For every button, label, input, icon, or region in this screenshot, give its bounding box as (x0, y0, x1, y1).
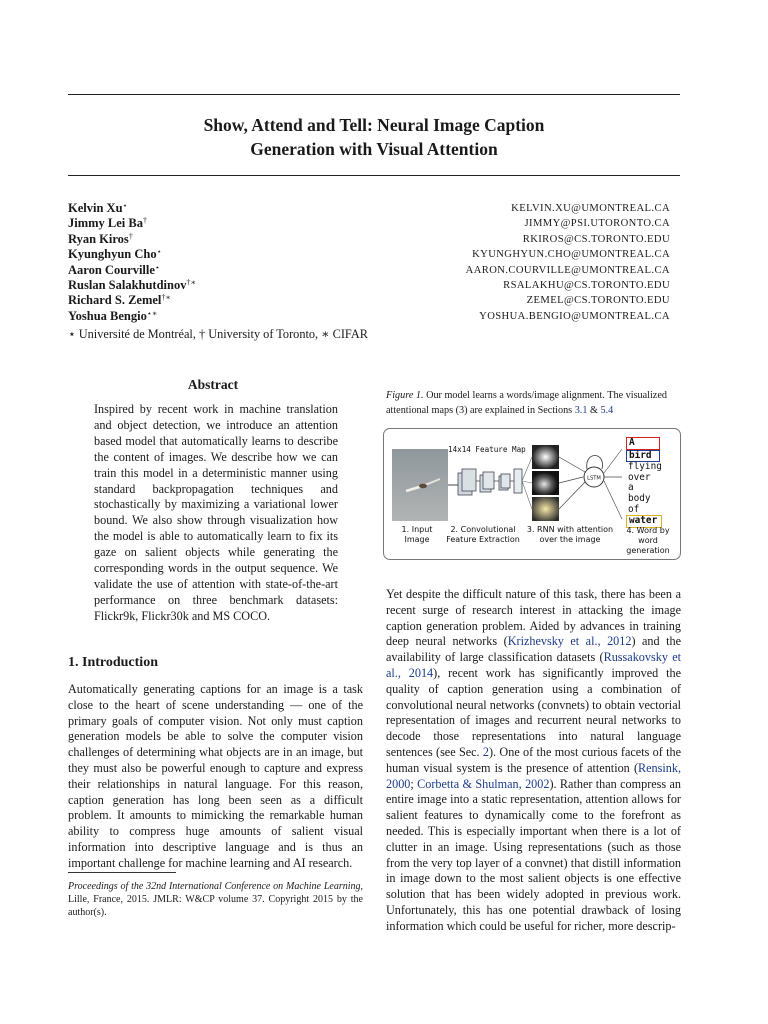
figure-caption-amp: & (589, 404, 598, 416)
convolutional-feature-stack (458, 469, 522, 495)
figure-caption-label: Figure 1. (386, 390, 424, 401)
footnote-rule (68, 872, 176, 873)
title-line-2: Generation with Visual Attention (250, 139, 498, 159)
input-image (392, 449, 448, 521)
step-1-label: 1. Input Image (401, 525, 433, 544)
footnote-rest: , Lille, France, 2015. JMLR: W&CP volume 37. Copyright 2015 by the author(s). (68, 881, 363, 918)
author-names (68, 201, 196, 324)
caption-word: bird (626, 450, 660, 463)
author-email[interactable]: YOSHUA.BENGIO@UMONTREAL.CA (479, 310, 670, 322)
section-ref-link[interactable]: 3.1 (574, 404, 588, 416)
introduction-heading: 1. Introduction (68, 655, 158, 670)
author-email[interactable]: ZEMEL@CS.TORONTO.EDU (526, 295, 670, 307)
lstm-label: LSTM (587, 475, 601, 482)
introduction-text: Automatically generating captions for an image is a task close to the heart of scene understanding — one of the primary goals of computer vision. Not only must caption generation models be able to solve the computer vision challenges of determining what objects are in an image, but they must also be powerful enough to capture and express their relationships in natural language. For this reason, caption generation has long been seen as a difficult problem. It amounts to mimicking the remarkable human ability to compress huge amounts of salient visual information into descriptive language and is thus an important challenge for machine learning and AI research. (68, 682, 363, 870)
figure-1-diagram (383, 428, 681, 560)
step-3-label: 3. RNN with attention over the image (526, 525, 614, 544)
author-email[interactable]: JIMMY@PSI.UTORONTO.CA (524, 218, 670, 230)
affiliations: ⋆ Université de Montréal, † University of Toronto, ∗ CIFAR (68, 327, 368, 341)
author-name: Kelvin Xu⋆ (68, 201, 128, 215)
step-4-label: 4. Word by word generation (626, 526, 670, 555)
section-ref-link[interactable]: 2 (482, 744, 489, 759)
author-email[interactable]: RKIROS@CS.TORONTO.EDU (522, 233, 670, 245)
title-line-1: Show, Attend and Tell: Neural Image Caption (203, 115, 545, 135)
abstract-heading: Abstract (187, 377, 239, 392)
author-name: Ruslan Salakhutdinov†∗ (68, 278, 196, 293)
author-name: Kyunghyun Cho⋆ (68, 247, 162, 262)
title-bottom-rule (68, 175, 680, 176)
author-name: Ryan Kiros† (68, 231, 133, 246)
caption-word: water (626, 515, 662, 528)
caption-word: A (626, 437, 660, 450)
proceedings-footnote (68, 880, 363, 919)
feature-map-label: 14x14 Feature Map (448, 445, 526, 454)
generated-caption-words (626, 437, 664, 528)
author-name: Richard S. Zemel†∗ (68, 293, 171, 308)
author-email[interactable]: AARON.COURVILLE@UMONTREAL.CA (465, 264, 670, 276)
footnote-venue: Proceedings of the 32nd International Conference on Machine Learning (68, 881, 361, 892)
attention-maps (522, 445, 559, 521)
lstm-cell (559, 449, 622, 519)
section-ref-link[interactable]: 5.4 (600, 404, 614, 416)
citation-link[interactable]: Russakovsky et al., 2014 (386, 650, 682, 680)
figure-caption-text: Our model learns a words/image alignment. The visualized attentional maps (3) are explained in Sections (386, 390, 667, 416)
top-rule (68, 94, 680, 95)
caption-word: over (628, 471, 651, 483)
author-name: Aaron Courville⋆ (68, 262, 160, 277)
author-emails (466, 201, 670, 324)
step-2-label: 2. Convolutional Feature Extraction (446, 525, 520, 544)
caption-word: of (628, 503, 640, 515)
paper-title (68, 113, 680, 161)
author-email[interactable]: KELVIN.XU@UMONTREAL.CA (511, 203, 670, 214)
abstract-text: Inspired by recent work in machine translation and object detection, we introduce an attention based model that automatically learns to describe the content of images. We describe how we can train this model in a deterministic manner using standard backpropagation techniques and stochastically by maximizing a variational lower bound. We also show through visualization how the model is able to automatically learn to fix its gaze on salient objects while generating the corresponding words in the output sequence. We validate the use of attention with state-of-the-art performance on three benchmark datasets: Flickr9k, Flickr30k and MS COCO. (94, 402, 338, 623)
figure-caption (386, 389, 682, 418)
citation-link[interactable]: Krizhevsky et al., 2012 (507, 634, 632, 649)
author-email[interactable]: KYUNGHYUN.CHO@UMONTREAL.CA (472, 249, 670, 261)
author-email[interactable]: RSALAKHU@CS.TORONTO.EDU (503, 280, 670, 292)
caption-word: body (628, 492, 651, 504)
author-name: Yoshua Bengio⋆∗ (68, 308, 158, 323)
citation-link[interactable]: Corbetta & Shulman, 2002 (417, 776, 550, 791)
caption-word: flying (628, 461, 662, 473)
author-name: Jimmy Lei Ba† (68, 216, 147, 231)
caption-word: a (628, 482, 634, 494)
citation-link[interactable]: Rensink, 2000 (386, 760, 681, 791)
introduction-continued-text: Yet despite the difficult nature of this task, there has been a recent surge of research interest in attacking the image caption generation problem. Aided by advances in training deep neural networks (Krizhevsky et al., 2012) and the availability of large classification datasets (Russakovsky et al., 2014), recent work has significantly improved the quality of caption generation using a combination of convolutional neural networks (convnets) to obtain vectorial representation of images and recurrent neural networks to decode those representations into natural language sentences (see Sec. 2). One of the most curious facets of the human visual system is the presence of attention (Rensink, 2000; Corbetta & Shulman, 2002). Rather than compress an entire image into a static representation, attention allows for salient features to dynamically come to the forefront as needed. This is especially important when there is a lot of clutter in an image. Using representations (such as those from the very top layer of a convnet) that distill information in image down to the most salient objects is one effective solution that has been widely adopted in previous work. Unfortunately, this has one potential drawback of losing information which could be useful for richer, more descrip- (386, 587, 682, 933)
